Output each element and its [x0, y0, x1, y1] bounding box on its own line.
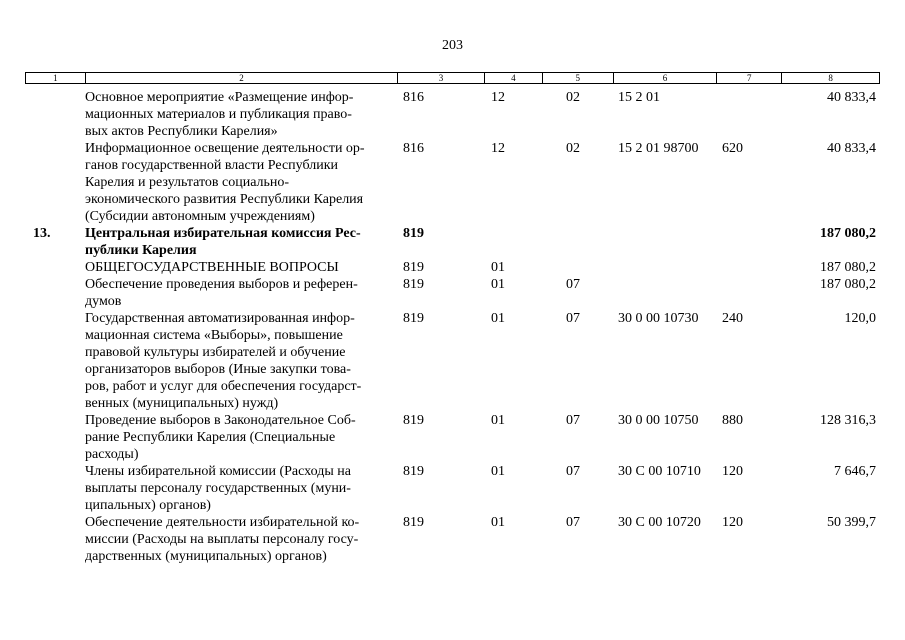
row-section-code: 01: [491, 277, 505, 292]
row-section-code: 01: [491, 311, 505, 326]
table-row-continuation: [25, 157, 880, 174]
row-description-line: ОБЩЕГОСУДАРСТВЕННЫЕ ВОПРОСЫ: [85, 260, 339, 275]
row-target-code: [614, 276, 718, 293]
row-description-line: организаторов выборов (Иные закупки това-: [85, 362, 351, 377]
row-section-code: 12: [491, 141, 505, 156]
row-section-code: [485, 429, 543, 446]
row-subsection-code: [543, 106, 614, 123]
column-header-7: 7: [717, 73, 782, 83]
table-row-continuation: [25, 293, 880, 310]
row-description-line: дарственных (муниципальных) органов): [85, 549, 327, 564]
row-amount: [783, 174, 880, 191]
row-description-line: ганов государственной власти Республики: [85, 158, 339, 173]
row-target-code: [614, 293, 718, 310]
table-row-continuation: [25, 327, 880, 344]
row-ministry-code: [398, 191, 485, 208]
column-header-8: 8: [828, 73, 833, 83]
row-amount: [783, 361, 880, 378]
row-ministry-code: [398, 531, 485, 548]
row-ministry-code: [398, 106, 485, 123]
row-section-code: [485, 480, 543, 497]
row-ministry-code: [398, 344, 485, 361]
table-row-continuation: [25, 344, 880, 361]
row-section-code: [485, 446, 543, 463]
table-row-continuation: [25, 191, 880, 208]
row-description-line: Центральная избирательная комиссия Рес-: [85, 226, 361, 241]
row-expense-type: [718, 327, 783, 344]
row-description-line: рание Республики Карелия (Специальные: [85, 430, 336, 445]
row-amount: [783, 157, 880, 174]
row-description-line: выплаты персоналу государственных (муни-: [85, 481, 351, 496]
table-row-continuation: [25, 395, 880, 412]
row-target-code: 30 0 00 10750: [618, 413, 699, 428]
row-amount: 187 080,2: [820, 277, 876, 292]
row-section-code: [485, 208, 543, 225]
row-ministry-code: 819: [403, 413, 424, 428]
row-target-code: [614, 242, 718, 259]
row-amount: [783, 429, 880, 446]
row-section-code: 01: [491, 413, 505, 428]
row-number: 13.: [33, 226, 51, 241]
row-expense-type: [718, 123, 783, 140]
row-expense-type: [718, 208, 783, 225]
table-row-continuation: [25, 446, 880, 463]
row-expense-type: [718, 395, 783, 412]
row-subsection-code: [543, 395, 614, 412]
table-row-continuation: [25, 378, 880, 395]
row-amount: 40 833,4: [827, 141, 876, 156]
row-description-line: экономического развития Республики Карелия: [85, 192, 364, 207]
row-expense-type: [718, 106, 783, 123]
row-target-code: [614, 225, 718, 242]
table-row: [25, 276, 880, 293]
table-row: [25, 310, 880, 327]
row-amount: [783, 327, 880, 344]
table-row-continuation: [25, 480, 880, 497]
row-target-code: [614, 531, 718, 548]
table-row-continuation: [25, 174, 880, 191]
row-target-code: [614, 429, 718, 446]
row-amount: 40 833,4: [827, 90, 876, 105]
row-section-code: 12: [491, 90, 505, 105]
row-amount: [783, 378, 880, 395]
row-subsection-code: [543, 531, 614, 548]
row-expense-type: [718, 531, 783, 548]
row-ministry-code: [398, 429, 485, 446]
row-target-code: 30 0 00 10730: [618, 311, 699, 326]
row-ministry-code: [398, 157, 485, 174]
column-header-5: 5: [543, 73, 614, 83]
row-target-code: [614, 480, 718, 497]
table-row: [25, 140, 880, 157]
row-section-code: [485, 548, 543, 565]
row-amount: [783, 208, 880, 225]
row-description-line: мационных материалов и публикация право-: [85, 107, 352, 122]
row-expense-type: [718, 157, 783, 174]
row-section-code: [485, 327, 543, 344]
row-ministry-code: [398, 293, 485, 310]
row-expense-type: [718, 446, 783, 463]
row-amount: [783, 106, 880, 123]
row-description-line: Проведение выборов в Законодательное Соб-: [85, 413, 356, 428]
row-description-line: Основное мероприятие «Размещение инфор-: [85, 90, 354, 105]
row-expense-type: [718, 378, 783, 395]
page-number: 203: [442, 38, 463, 53]
column-header-2: 2: [86, 73, 398, 83]
row-subsection-code: 07: [566, 277, 580, 292]
row-subsection-code: [543, 174, 614, 191]
row-expense-type: [718, 242, 783, 259]
row-expense-type: [718, 548, 783, 565]
row-ministry-code: [398, 548, 485, 565]
row-amount: [783, 548, 880, 565]
row-subsection-code: [543, 208, 614, 225]
row-description-line: публики Карелия: [85, 243, 197, 258]
row-section-code: [485, 225, 543, 242]
row-section-code: [485, 123, 543, 140]
row-expense-type: [718, 89, 783, 106]
row-subsection-code: [543, 225, 614, 242]
row-description-line: Обеспечение деятельности избирательной ко-: [85, 515, 360, 530]
table-row-continuation: [25, 429, 880, 446]
table-row-continuation: [25, 548, 880, 565]
table-row: [25, 89, 880, 106]
row-subsection-code: [543, 480, 614, 497]
row-amount: [783, 497, 880, 514]
row-ministry-code: 819: [403, 277, 424, 292]
table-row: [25, 412, 880, 429]
row-subsection-code: [543, 157, 614, 174]
table-row-continuation: [25, 361, 880, 378]
row-section-code: [485, 361, 543, 378]
row-amount: 187 080,2: [820, 226, 876, 241]
table-row: [25, 463, 880, 480]
row-target-code: 30 С 00 10710: [618, 464, 701, 479]
row-section-code: [485, 157, 543, 174]
row-ministry-code: [398, 480, 485, 497]
row-amount: [783, 191, 880, 208]
row-amount: [783, 242, 880, 259]
row-target-code: [614, 395, 718, 412]
table-row: [25, 259, 880, 276]
row-ministry-code: 819: [403, 464, 424, 479]
row-amount: [783, 344, 880, 361]
row-amount: [783, 395, 880, 412]
row-target-code: [614, 327, 718, 344]
column-header-1: 1: [26, 73, 86, 83]
row-target-code: [614, 106, 718, 123]
row-section-code: [485, 344, 543, 361]
table-header: [25, 72, 880, 84]
row-target-code: [614, 361, 718, 378]
row-expense-type: [718, 429, 783, 446]
row-expense-type: [718, 276, 783, 293]
table-row-continuation: [25, 497, 880, 514]
row-subsection-code: 02: [566, 141, 580, 156]
row-description-line: мационная система «Выборы», повышение: [85, 328, 343, 343]
row-description-line: вых актов Республики Карелия»: [85, 124, 278, 139]
row-ministry-code: 819: [403, 260, 424, 275]
row-ministry-code: 816: [403, 90, 424, 105]
table-row-continuation: [25, 123, 880, 140]
row-description-line: думов: [85, 294, 122, 309]
row-expense-type: 620: [722, 141, 743, 156]
row-ministry-code: [398, 208, 485, 225]
row-subsection-code: [543, 361, 614, 378]
row-description-line: Информационное освещение деятельности ор-: [85, 141, 365, 156]
row-target-code: [614, 344, 718, 361]
row-subsection-code: 07: [566, 413, 580, 428]
row-expense-type: 240: [722, 311, 743, 326]
row-ministry-code: [398, 395, 485, 412]
row-subsection-code: [543, 429, 614, 446]
table-row-continuation: [25, 531, 880, 548]
row-ministry-code: 819: [403, 311, 424, 326]
row-description-line: Обеспечение проведения выборов и референ-: [85, 277, 358, 292]
row-section-code: [485, 106, 543, 123]
row-ministry-code: [398, 327, 485, 344]
row-description-line: Государственная автоматизированная инфор-: [85, 311, 355, 326]
row-section-code: 01: [491, 260, 505, 275]
row-section-code: 01: [491, 464, 505, 479]
row-target-code: 15 2 01 98700: [618, 141, 699, 156]
row-ministry-code: [398, 378, 485, 395]
row-target-code: [614, 259, 718, 276]
row-section-code: [485, 531, 543, 548]
row-target-code: [614, 378, 718, 395]
row-subsection-code: [543, 378, 614, 395]
column-header-3: 3: [398, 73, 485, 83]
row-amount: [783, 531, 880, 548]
row-expense-type: [718, 361, 783, 378]
row-amount: 50 399,7: [827, 515, 876, 530]
row-target-code: [614, 191, 718, 208]
table-row-continuation: [25, 106, 880, 123]
row-section-code: [485, 242, 543, 259]
row-target-code: 15 2 01: [618, 90, 660, 105]
row-ministry-code: [398, 174, 485, 191]
row-subsection-code: [543, 548, 614, 565]
row-subsection-code: [543, 327, 614, 344]
row-subsection-code: [543, 259, 614, 276]
row-amount: [783, 293, 880, 310]
row-expense-type: [718, 480, 783, 497]
row-subsection-code: [543, 293, 614, 310]
table-row-continuation: [25, 208, 880, 225]
row-subsection-code: 07: [566, 515, 580, 530]
row-target-code: [614, 548, 718, 565]
table-row: [25, 514, 880, 531]
row-target-code: [614, 497, 718, 514]
row-amount: 187 080,2: [820, 260, 876, 275]
row-description-line: венных (муниципальных) нужд): [85, 396, 279, 411]
row-subsection-code: [543, 497, 614, 514]
row-section-code: 01: [491, 515, 505, 530]
row-target-code: [614, 174, 718, 191]
table-row: [25, 225, 880, 242]
row-ministry-code: 819: [403, 226, 424, 241]
table-body: [25, 89, 880, 565]
table-row-continuation: [25, 242, 880, 259]
row-subsection-code: 07: [566, 311, 580, 326]
row-expense-type: [718, 259, 783, 276]
row-ministry-code: [398, 123, 485, 140]
column-header-6: 6: [614, 73, 718, 83]
row-description-line: ципальных) органов): [85, 498, 211, 513]
row-ministry-code: 816: [403, 141, 424, 156]
row-description-line: Карелия и результатов социально-: [85, 175, 290, 190]
row-description-line: Члены избирательной комиссии (Расходы на: [85, 464, 351, 479]
row-subsection-code: 07: [566, 464, 580, 479]
row-amount: [783, 480, 880, 497]
row-section-code: [485, 378, 543, 395]
row-ministry-code: [398, 497, 485, 514]
column-header-4: 4: [485, 73, 543, 83]
row-target-code: [614, 123, 718, 140]
row-expense-type: 880: [722, 413, 743, 428]
row-expense-type: 120: [722, 515, 743, 530]
row-subsection-code: [543, 242, 614, 259]
row-subsection-code: [543, 446, 614, 463]
row-ministry-code: 819: [403, 515, 424, 530]
row-expense-type: 120: [722, 464, 743, 479]
row-target-code: 30 С 00 10720: [618, 515, 701, 530]
row-amount: 120,0: [844, 311, 876, 326]
row-expense-type: [718, 174, 783, 191]
row-description-line: правовой культуры избирателей и обучение: [85, 345, 346, 360]
row-subsection-code: [543, 344, 614, 361]
row-subsection-code: 02: [566, 90, 580, 105]
row-amount: [783, 123, 880, 140]
row-expense-type: [718, 293, 783, 310]
row-section-code: [485, 174, 543, 191]
row-description-line: расходы): [85, 447, 139, 462]
row-amount: 128 316,3: [820, 413, 876, 428]
row-description-line: ров, работ и услуг для обеспечения государст-: [85, 379, 362, 394]
row-expense-type: [718, 191, 783, 208]
row-amount: [783, 446, 880, 463]
row-ministry-code: [398, 361, 485, 378]
row-target-code: [614, 446, 718, 463]
row-subsection-code: [543, 191, 614, 208]
row-description-line: миссии (Расходы на выплаты персоналу госу-: [85, 532, 359, 547]
row-target-code: [614, 157, 718, 174]
row-section-code: [485, 497, 543, 514]
row-section-code: [485, 395, 543, 412]
row-ministry-code: [398, 242, 485, 259]
row-section-code: [485, 293, 543, 310]
row-subsection-code: [543, 123, 614, 140]
row-description-line: (Субсидии автономным учреждениям): [85, 209, 315, 224]
row-expense-type: [718, 497, 783, 514]
row-expense-type: [718, 225, 783, 242]
row-section-code: [485, 191, 543, 208]
row-ministry-code: [398, 446, 485, 463]
row-target-code: [614, 208, 718, 225]
row-expense-type: [718, 344, 783, 361]
row-amount: 7 646,7: [834, 464, 876, 479]
